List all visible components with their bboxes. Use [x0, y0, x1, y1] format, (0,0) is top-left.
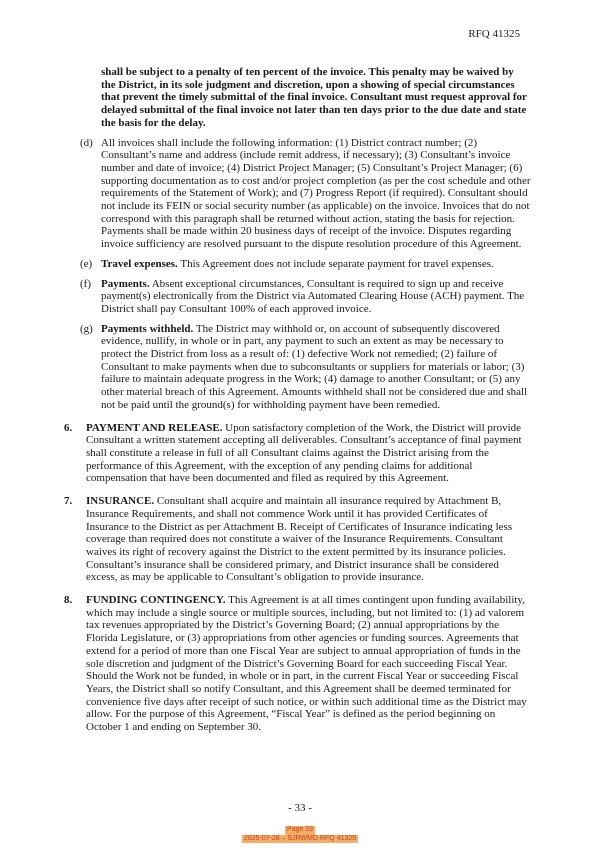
- section-text: Upon satisfactory completion of the Work, the District will provide Consultant a written statement accepting all deliverables. Consultant’s acceptance of final payment shall constitute a release in full of all Consultant claims against the District arising from the performance of this Agreement, with the exception of any pending claims for additional compensation that have been documented and filed as required by this Agreement.: [86, 421, 522, 485]
- clause-text: All invoices shall include the following information: (1) District contract number; (2) Consultant’s name and address (include remit address, if necessary); (3) Consultant’s invoice number and date of invoice; (4) District Project Manager; (5) Consultant’s Project Manager; (6) supporting documentation as to cost and/or project completion (as per the cost schedule and other requirements of the Statement of Work); and (7) Progress Report (if required). Consultant should not include its FEIN or social security number (as applicable) on the invoice. Invoices that do not correspond with this paragraph shall be returned without action, stating the basis for rejection. Payments shall be made within 20 business days of receipt of the invoice. Disputes regarding invoice sufficiency are resolved pursuant to the dispute resolution procedure of this Agreement.: [101, 136, 531, 251]
- clause-e: [80, 257, 531, 271]
- section-7-insurance: [64, 495, 531, 584]
- section-text: Consultant shall acquire and maintain all insurance required by Attachment B, Insurance Requirements, and shall not commence Work until it has provided Certificates of Insurance to the District as per Attachment B. Receipt of Certificates of Insurance indicating less coverage than required does not constitute a waiver of the Insurance Requirements. Consultant waives its right of recovery against the District to the extent permitted by its insurance policies. Consultant’s insurance shall be considered primary, and District insurance shall be considered excess, as may be applicable to Consultant’s obligation to provide insurance.: [86, 495, 513, 584]
- section-number: 6.: [64, 421, 73, 434]
- clause-g: [80, 322, 531, 412]
- clause-text: Absent exceptional circumstances, Consultant is required to sign up and receive payment(s) electronically from the District via Automated Clearing House (ACH) payment. The District shall pay Consultant 100% of each approved invoice.: [101, 277, 525, 315]
- clause-label: (f): [80, 277, 91, 290]
- section-heading: FUNDING CONTINGENCY.: [86, 594, 226, 607]
- stamp-row: [0, 835, 600, 844]
- section-heading: INSURANCE.: [86, 495, 155, 508]
- penalty-paragraph: shall be subject to a penalty of ten percent of the invoice. This penalty may be waived by the District, in its sole judgment and discretion, upon a showing of special circumstances that prevent the timely submittal of the final invoice. Consultant must request approval for delayed submittal of the final invoice not later than ten days prior to the due date and state the basis for the delay.: [101, 66, 527, 129]
- clause-text: The District may withhold or, on account of subsequently discovered evidence, nullify, in whole or in part, any payment to such an extent as may be necessary to protect the District from loss as a result of: (1) defective Work not remedied; (2) failure of Consultant to make payments when due to subconsultants or suppliers for materials or labor; (3) failure to maintain adequate progress in the Work; (4) damage to another Consultant; or (5) any other material breach of this Agreement. Amounts withheld shall not be considered due and shall not be paid until the ground(s) for withholding payment have been remedied.: [101, 322, 528, 411]
- stamp-doc-id: 2025-07-28 – SJRWMD RFQ 41325: [243, 834, 357, 842]
- clause-f: [80, 277, 531, 316]
- section-8-funding-contingency: [64, 594, 531, 734]
- doc-reference: RFQ 41325: [468, 28, 520, 40]
- stamp-row: [0, 826, 600, 835]
- clause-d: [80, 136, 531, 251]
- section-number: 7.: [64, 495, 73, 508]
- clause-label: (g): [80, 322, 93, 335]
- footer-stamp: [0, 826, 600, 843]
- section-6-payment-and-release: [64, 421, 531, 486]
- clause-text: This Agreement does not include separate payment for travel expenses.: [180, 257, 494, 270]
- section-number: 8.: [64, 594, 73, 607]
- section-heading: PAYMENT AND RELEASE.: [86, 421, 223, 434]
- clause-label: (d): [80, 136, 93, 149]
- page-number: - 33 -: [288, 802, 312, 814]
- section-text: This Agreement is at all times contingent upon funding availability, which may include a single source or multiple sources, including, but not limited to: (1) ad valorem tax revenues appropriated by the District’s Governing Board; (2) annual appropriations by the Florida Legislature, or (3) appropriations from other agencies or funding sources. Agreements that extend for a period of more than one Fiscal Year are subject to annual appropriation of funds in the sole discretion and judgment of the District’s Governing Board for each succeeding Fiscal Year. Should the Work not be funded, in whole or in part, in the current Fiscal Year or succeeding Fiscal Years, the District shall so notify Consultant, and this Agreement shall be deemed terminated for convenience five days after receipt of such notice, or within such additional time as the District may allow. For the purpose of this Agreement, “Fiscal Year” is defined as the period beginning on October 1 and ending on September 30.: [86, 594, 527, 734]
- document-body: [0, 66, 600, 734]
- clause-lead: Travel expenses.: [101, 257, 178, 270]
- clause-label: (e): [80, 257, 93, 270]
- clause-lead: Payments withheld.: [101, 322, 194, 335]
- clause-lead: Payments.: [101, 277, 150, 290]
- stamp-page-label: Page 33: [286, 826, 314, 833]
